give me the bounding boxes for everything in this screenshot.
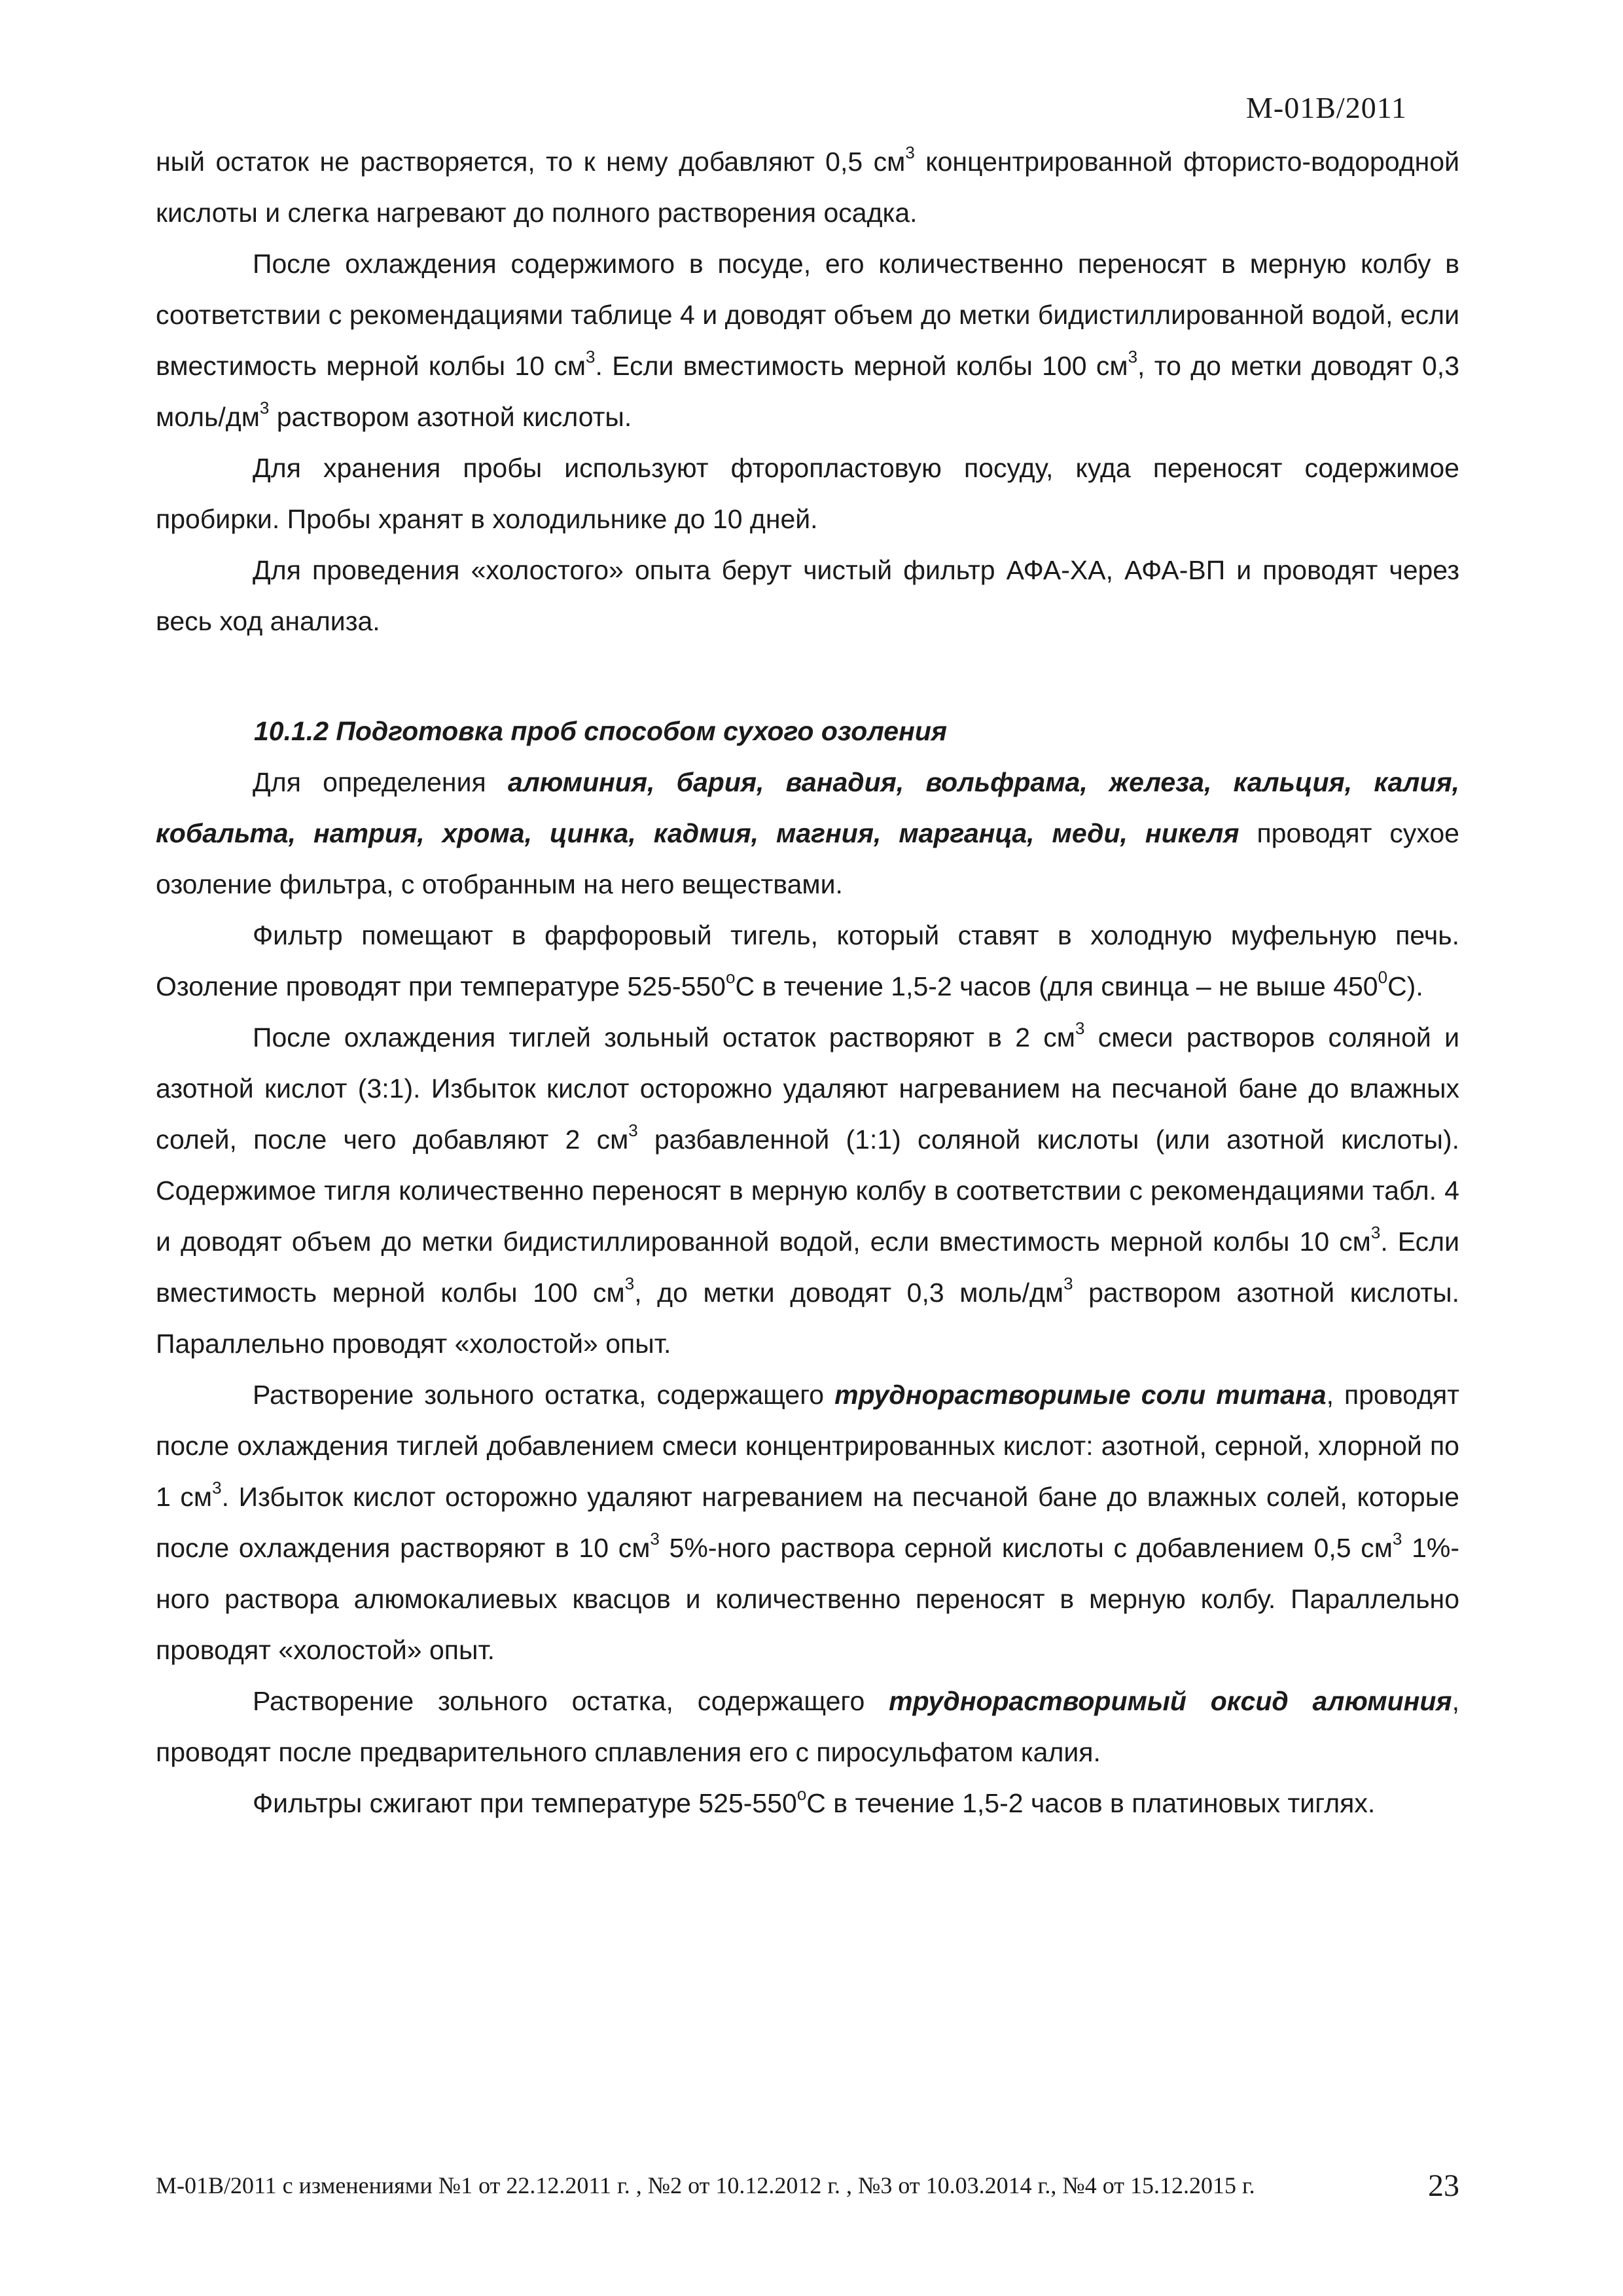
text: После охлаждения содержимого в посуде, его количественно переносят в мерную колбу в соответствии с рекомендациями таблице 4 и доводят объем до метки бидистиллированной водой, если вместимость мерной колбы 10 см: [156, 249, 1459, 381]
text: С в течение 1,5-2 часов (для свинца – не выше 450: [735, 971, 1378, 1001]
superscript: 3: [259, 398, 270, 418]
superscript: 3: [586, 347, 596, 367]
text: , проводят после предварительного сплавления его с пиросульфатом калия.: [156, 1686, 1459, 1767]
text: Для определения: [253, 767, 508, 797]
text: . Если вместимость мерной колбы 100 см: [156, 1227, 1459, 1308]
paragraph-1: [156, 136, 1459, 238]
document-body: [156, 136, 1459, 1829]
superscript: 3: [1063, 1274, 1073, 1294]
text: . Если вместимость мерной колбы 100 см: [595, 351, 1128, 381]
paragraph-7: [156, 1012, 1459, 1369]
section-heading: 10.1.2 Подготовка проб способом сухого озоления: [254, 716, 948, 746]
text: После охлаждения тиглей зольный остаток растворяют в 2 см: [253, 1022, 1075, 1052]
text: С).: [1387, 971, 1423, 1001]
text: . Избыток кислот осторожно удаляют нагреванием на песчаной бане до влажных солей, которые после охлаждения растворяют в 10 см: [156, 1482, 1459, 1563]
text: раствором азотной кислоты. Параллельно проводят «холостой» опыт.: [156, 1278, 1459, 1359]
text: Растворение зольного остатка, содержащего: [253, 1686, 889, 1716]
footer-revisions: М-01В/2011 с изменениями №1 от 22.12.2011 г. , №2 от 10.12.2012 г. , №3 от 10.03.2014 г., №4 от 15.12.2015 г.: [156, 2172, 1255, 2198]
text: , проводят после охлаждения тиглей добавлением смеси концентрированных кислот: азотной, серной, хлорной по 1 см: [156, 1380, 1459, 1512]
paragraph-8: [156, 1369, 1459, 1676]
text: Фильтры сжигают при температуре 525-550: [253, 1788, 797, 1818]
text: Фильтр помещают в фарфоровый тигель, который ставят в холодную муфельную печь. Озоление проводят при температуре 525-550: [156, 920, 1459, 1001]
emphasis: труднорастворимые соли титана: [834, 1380, 1327, 1410]
superscript: 3: [212, 1478, 222, 1498]
document-code: М-01В/2011: [1246, 91, 1407, 124]
text: проводят сухое озоление фильтра, с отобранным на него веществами.: [156, 818, 1459, 899]
superscript: 3: [1392, 1529, 1402, 1549]
text: 5%-ного раствора серной кислоты с добавлением 0,5 см: [659, 1533, 1393, 1563]
paragraph-9: [156, 1676, 1459, 1778]
paragraph-10: [156, 1778, 1459, 1829]
text: 1%-ного раствора алюмокалиевых квасцов и количественно переносят в мерную колбу. Параллельно проводят «холостой» опыт.: [156, 1533, 1459, 1665]
superscript: o: [725, 967, 736, 988]
text: раствором азотной кислоты.: [269, 402, 632, 432]
superscript: 3: [905, 143, 915, 163]
text: концентрированной фтористо-водородной кислоты и слегка нагревают до полного растворения осадка.: [156, 147, 1460, 228]
paragraph-4: Для проведения «холостого» опыта берут чистый фильтр АФА-ХА, АФА-ВП и проводят через весь ход анализа.: [156, 555, 1459, 636]
text: , то до метки доводят 0,3 моль/дм: [156, 351, 1459, 432]
superscript: 0: [1378, 967, 1388, 988]
emphasis: труднорастворимый оксид алюминия: [889, 1686, 1452, 1716]
text: С в течение 1,5-2 часов в платиновых тиглях.: [806, 1788, 1376, 1818]
superscript: 3: [1075, 1018, 1085, 1039]
paragraph-6: [156, 910, 1459, 1012]
text: Растворение зольного остатка, содержащего: [253, 1380, 835, 1410]
paragraph-5: [156, 757, 1459, 910]
emphasis: алюминия, бария, ванадия, вольфрама, железа, кальция, калия, кобальта, натрия, хрома, цинка, кадмия, магния, марганца, меди, никеля: [156, 767, 1460, 848]
superscript: 3: [624, 1274, 635, 1294]
superscript: o: [796, 1784, 807, 1804]
paragraph-2: [156, 238, 1459, 442]
text: разбавленной (1:1) соляной кислоты (или азотной кислоты). Содержимое тигля количественно переносят в мерную колбу в соответствии с рекомендациями табл. 4 и доводят объем до метки бидистиллированной водой, если вместимость мерной колбы 10 см: [156, 1124, 1459, 1257]
text: , до метки доводят 0,3 моль/дм: [634, 1278, 1064, 1308]
page-number: 23: [1428, 2168, 1459, 2203]
text: ный остаток не растворяется, то к нему добавляют 0,5 см: [156, 147, 906, 177]
text: смеси растворов соляной и азотной кислот (3:1). Избыток кислот осторожно удаляют нагреванием на песчаной бане до влажных солей, после чего добавляют 2 см: [156, 1022, 1459, 1155]
paragraph-3: Для хранения пробы используют фторопластовую посуду, куда переносят содержимое пробирки. Пробы хранят в холодильнике до 10 дней.: [156, 453, 1459, 534]
superscript: 3: [650, 1529, 660, 1549]
superscript: 3: [1370, 1223, 1381, 1243]
superscript: 3: [628, 1121, 638, 1141]
superscript: 3: [1128, 347, 1138, 367]
